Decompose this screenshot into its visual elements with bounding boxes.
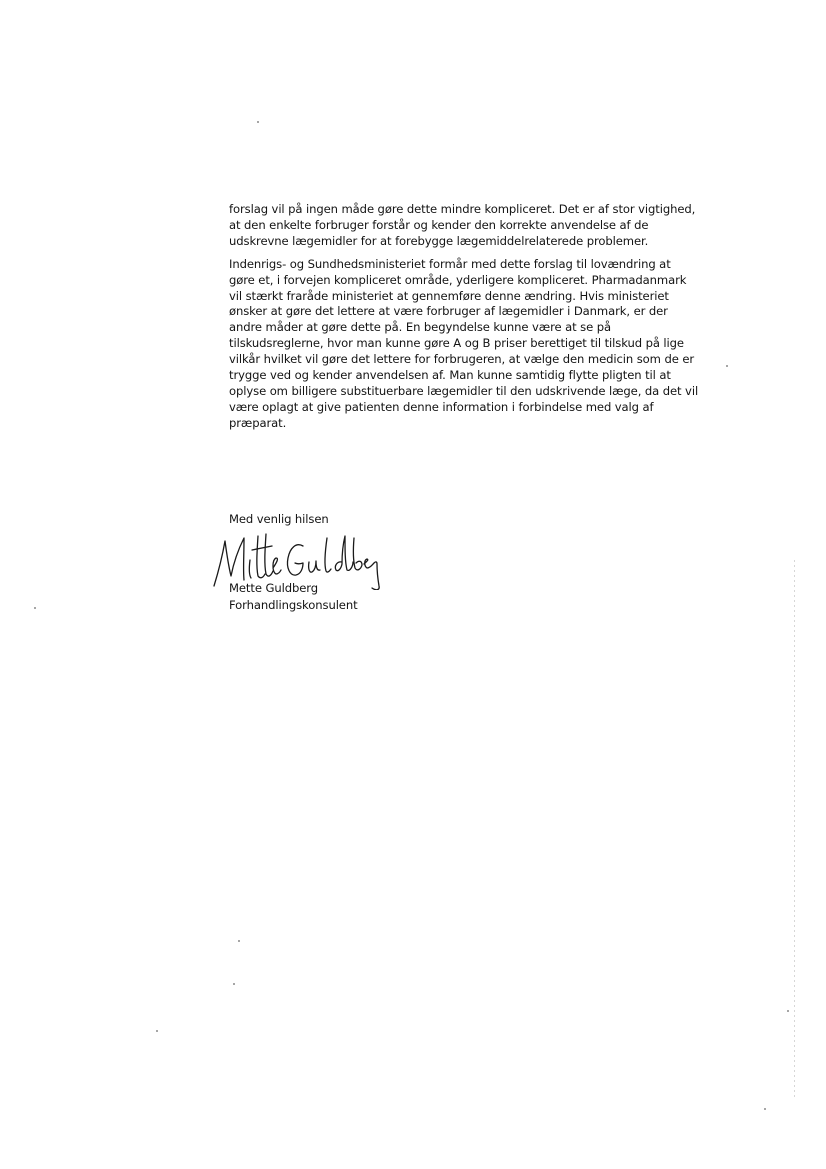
text-line: præparat. bbox=[229, 415, 287, 430]
scan-speck bbox=[238, 940, 240, 942]
scan-speck bbox=[257, 121, 259, 123]
text-line: gøre et, i forvejen kompliceret område, yderligere kompliceret. Pharmadanmark bbox=[229, 272, 687, 287]
text-line: vilkår hvilket vil gøre det lettere for forbrugeren, at vælge den medicin som de er bbox=[229, 352, 695, 367]
text-line: tilskudsreglerne, hvor man kunne gøre A og B priser berettiget til tilskud på lige bbox=[229, 336, 684, 351]
scan-edge-line bbox=[794, 560, 795, 1100]
scan-speck bbox=[233, 983, 235, 985]
letter-body bbox=[229, 202, 769, 439]
closing-salutation: Med venlig hilsen bbox=[229, 512, 329, 526]
text-line: udskrevne lægemidler for at forebygge lægemiddelrelaterede problemer. bbox=[229, 233, 649, 248]
text-line: forslag vil på ingen måde gøre dette mindre kompliceret. Det er af stor vigtighed, bbox=[229, 202, 696, 216]
text-line: trygge ved og kender anvendelsen af. Man kunne samtidig flytte pligten til at bbox=[229, 368, 671, 383]
text-line: være oplagt at give patienten denne information i forbindelse med valg af bbox=[229, 399, 654, 414]
signer-name: Mette Guldberg bbox=[229, 581, 318, 595]
scan-speck bbox=[156, 1030, 158, 1032]
text-line: ønsker at gøre det lettere at være forbruger af lægemidler i Danmark, er der bbox=[229, 304, 668, 319]
scan-speck bbox=[34, 607, 36, 609]
scan-speck bbox=[726, 365, 728, 367]
text-line: andre måder at gøre dette på. En begyndelse kunne være at se på bbox=[229, 320, 611, 335]
text-line: at den enkelte forbruger forstår og kender den korrekte anvendelse af de bbox=[229, 217, 649, 232]
text-line: vil stærkt fraråde ministeriet at gennemføre denne ændring. Hvis ministeriet bbox=[229, 288, 669, 303]
scan-speck bbox=[764, 1108, 766, 1110]
paragraph bbox=[229, 202, 769, 250]
signer-title: Forhandlingskonsulent bbox=[229, 598, 358, 612]
text-line: oplyse om billigere substituerbare lægemidler til den udskrivende læge, da det vil bbox=[229, 383, 699, 398]
paragraph bbox=[229, 257, 769, 432]
signer-block bbox=[229, 580, 358, 614]
scan-speck bbox=[787, 1010, 789, 1012]
text-line: Indenrigs- og Sundhedsministeriet formår med dette forslag til lovændring at bbox=[229, 256, 671, 271]
